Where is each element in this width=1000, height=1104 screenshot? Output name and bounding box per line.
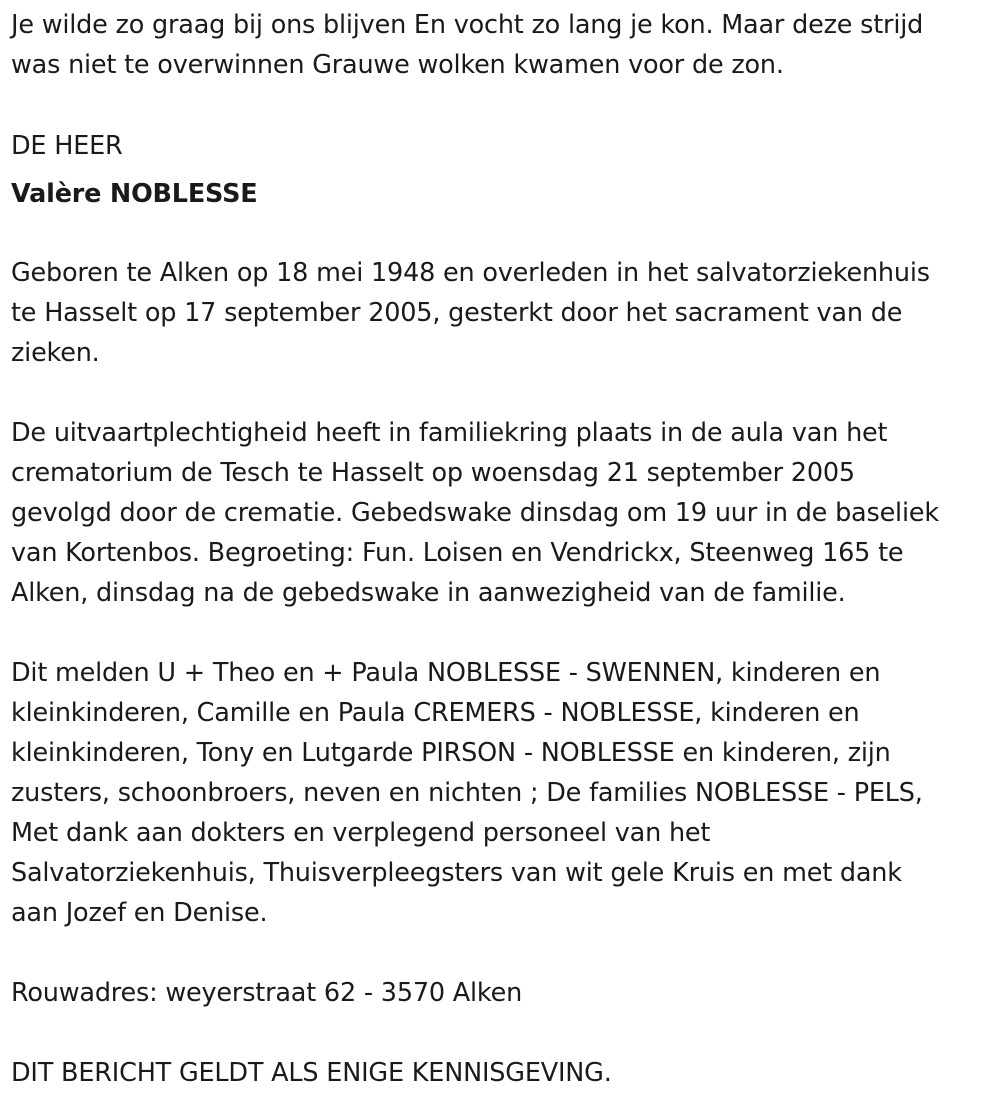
birth-line: te Hasselt op 17 september 2005, gesterkt door het sacrament van de [11,298,903,328]
funeral-line: crematorium de Tesch te Hasselt op woensdag 21 september 2005 [11,458,855,488]
verse-line: Je wilde zo graag bij ons blijven En vocht zo lang je kon. Maar deze strijd [11,10,924,40]
closing-statement [11,1053,612,1093]
funeral-paragraph [11,413,939,613]
family-line: Met dank aan dokters en verplegend personeel van het [11,818,711,848]
family-line: kleinkinderen, Tony en Lutgarde PIRSON - NOBLESSE en kinderen, zijn [11,738,891,768]
funeral-line: van Kortenbos. Begroeting: Fun. Loisen en Vendrickx, Steenweg 165 te [11,538,904,568]
title-heading [11,126,123,166]
mourning-address [11,973,522,1013]
deceased-name [11,174,257,214]
family-line: Salvatorziekenhuis, Thuisverpleegsters van wit gele Kruis en met dank [11,858,902,888]
family-line: kleinkinderen, Camille en Paula CREMERS - NOBLESSE, kinderen en [11,698,860,728]
funeral-line: gevolgd door de crematie. Gebedswake dinsdag om 19 uur in de baseliek [11,498,939,528]
family-line: Dit melden U + Theo en + Paula NOBLESSE - SWENNEN, kinderen en [11,658,881,688]
birth-death-paragraph [11,253,930,373]
deceased-name-text: Valère NOBLESSE [11,179,258,209]
funeral-line: Alken, dinsdag na de gebedswake in aanwezigheid van de familie. [11,578,846,608]
birth-line: Geboren te Alken op 18 mei 1948 en overleden in het salvatorziekenhuis [11,258,930,288]
family-line: zusters, schoonbroers, neven en nichten ; De families NOBLESSE - PELS, [11,778,923,808]
verse-paragraph [11,5,923,85]
birth-line: zieken. [11,338,100,368]
honorific: DE HEER [11,131,123,161]
funeral-line: De uitvaartplechtigheid heeft in familiekring plaats in de aula van het [11,418,888,448]
family-paragraph [11,653,923,933]
address-line: Rouwadres: weyerstraat 62 - 3570 Alken [11,978,523,1008]
closing-line: DIT BERICHT GELDT ALS ENIGE KENNISGEVING. [11,1058,612,1088]
verse-line: was niet te overwinnen Grauwe wolken kwamen voor de zon. [11,50,784,80]
family-line: aan Jozef en Denise. [11,898,268,928]
